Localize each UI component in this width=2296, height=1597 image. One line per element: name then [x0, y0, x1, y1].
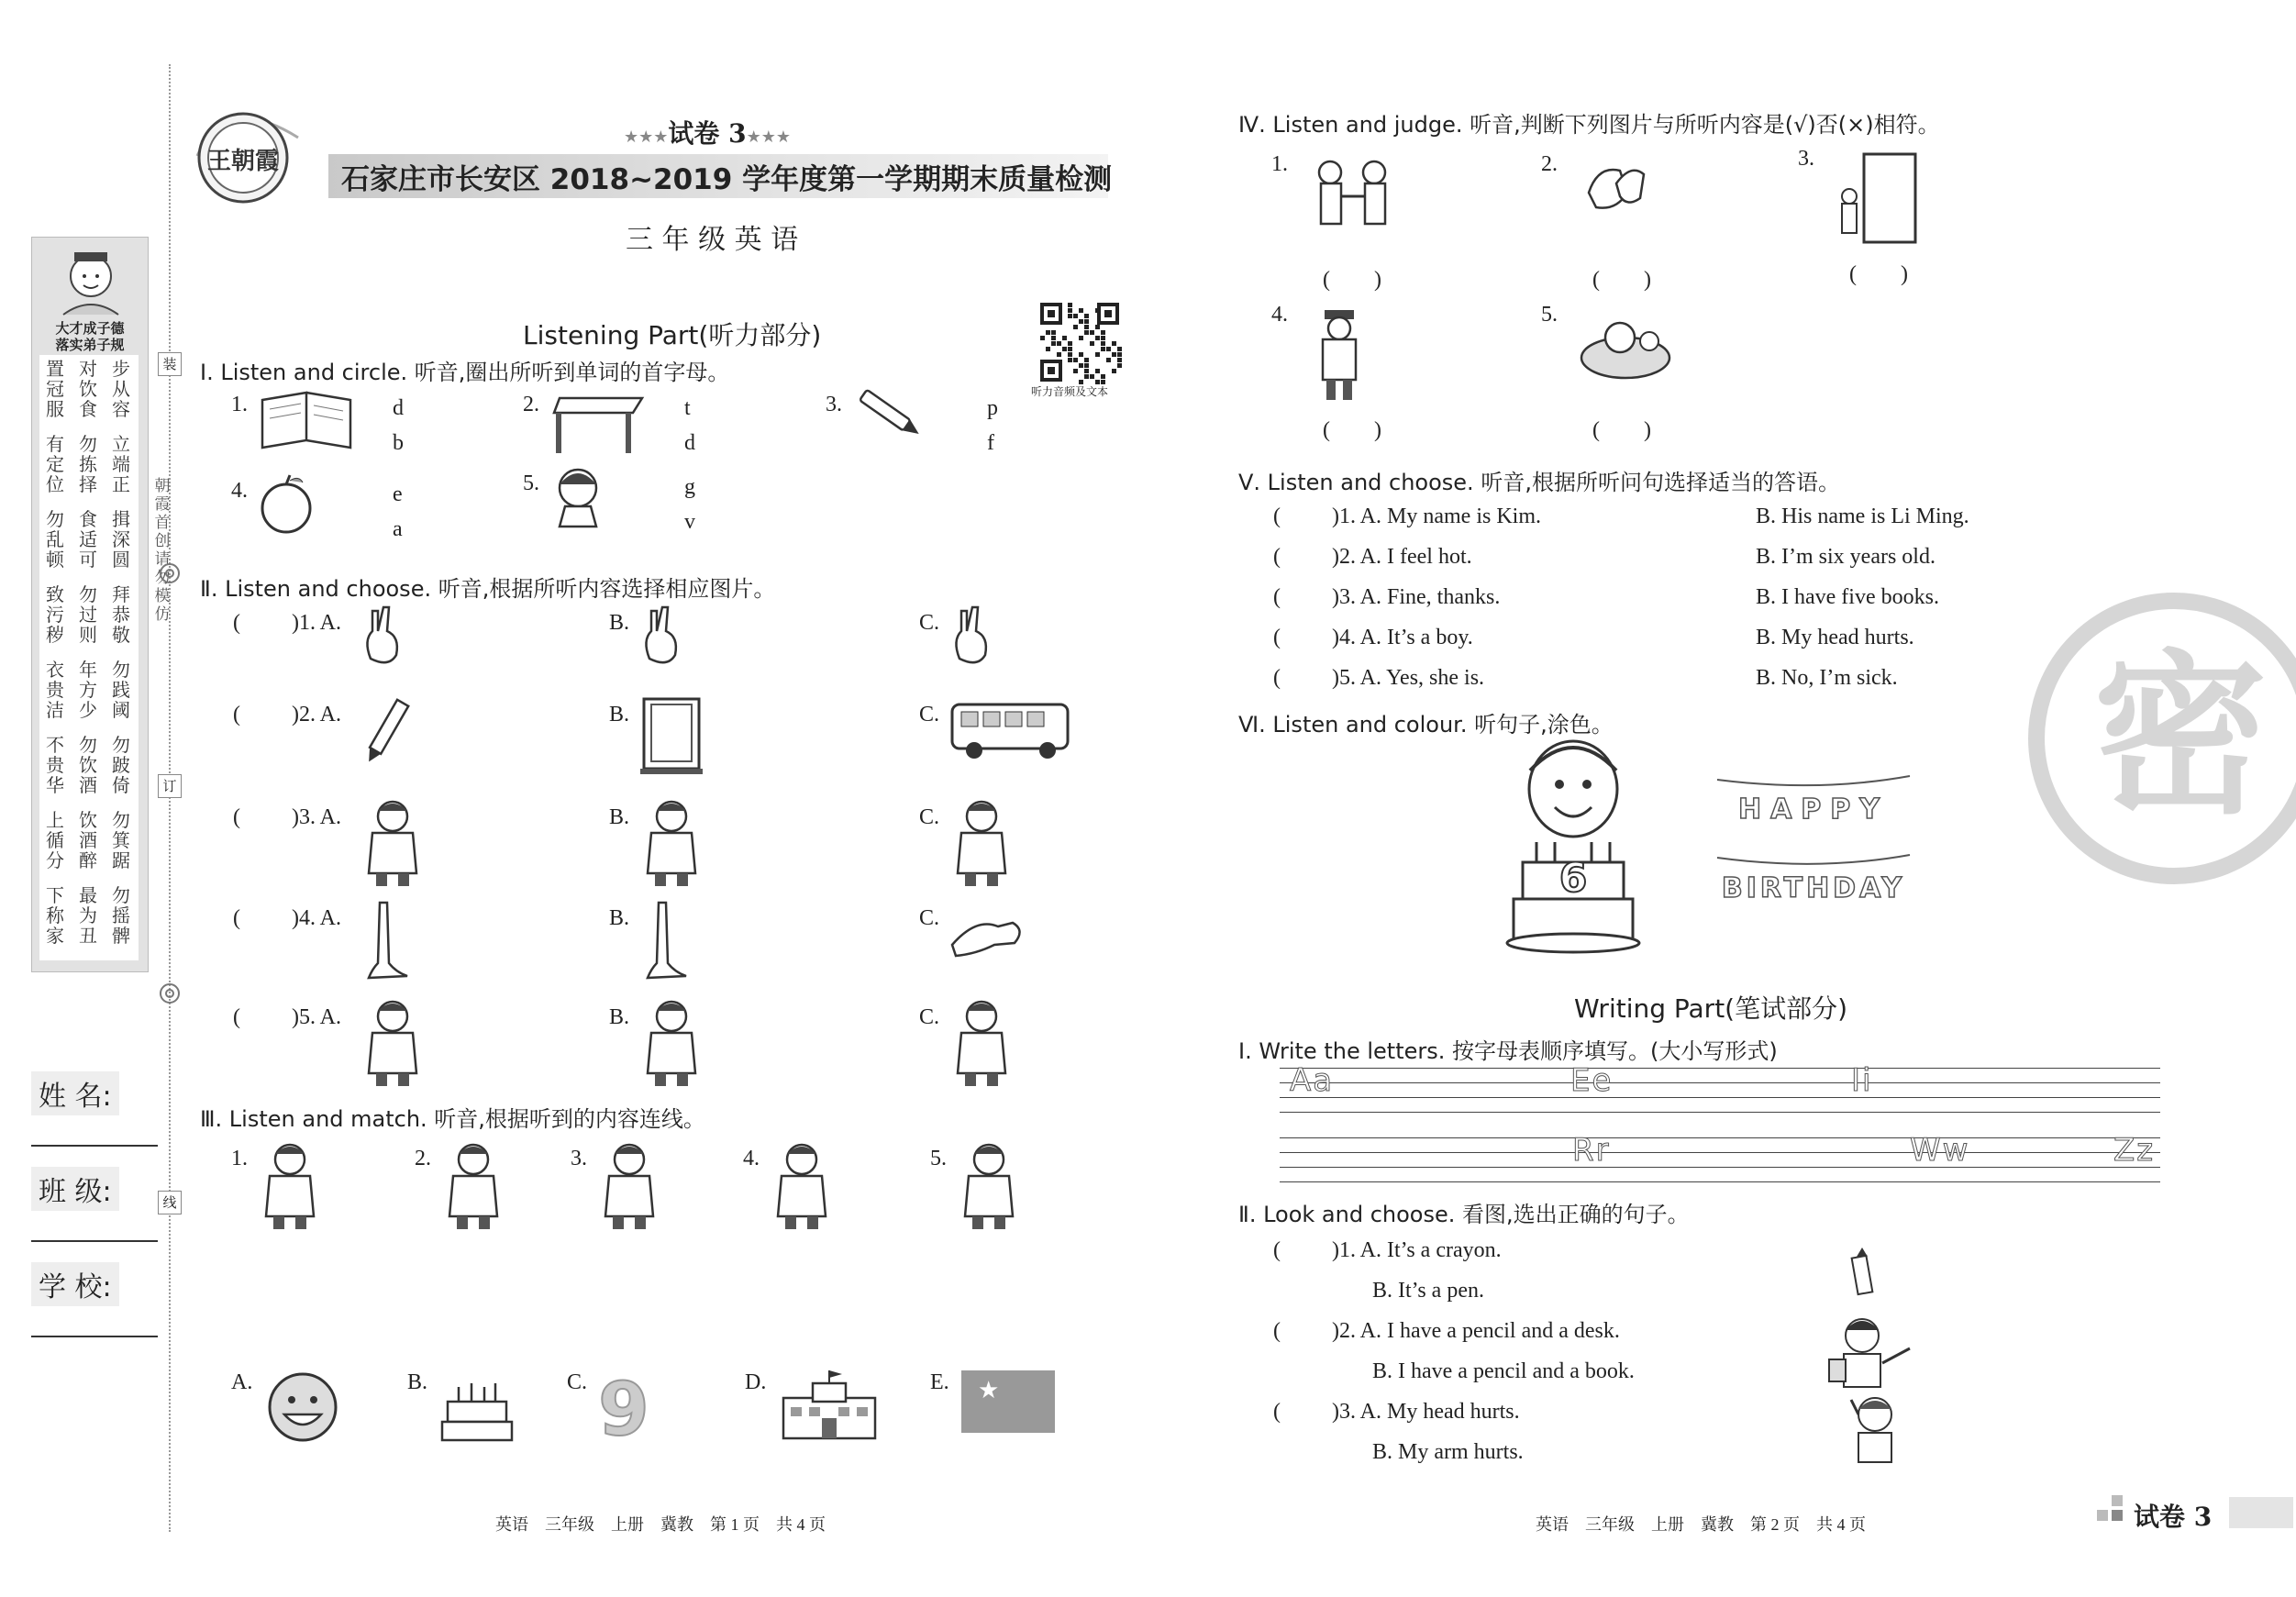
sec1-item-number: 4.	[231, 479, 248, 503]
crayon-icon	[1844, 1248, 1880, 1303]
rule-char: 为	[79, 904, 97, 926]
flag-icon	[961, 1370, 1071, 1444]
answer-bracket[interactable]: (	[1273, 626, 1281, 649]
person-icon	[948, 998, 1077, 1086]
answer-bracket[interactable]: (	[1273, 666, 1281, 690]
sec2-row-label: )1. A.	[292, 611, 341, 635]
bind-char-1: 装	[158, 352, 182, 376]
door-icon	[1836, 150, 1937, 246]
rule-char: 从	[112, 378, 130, 400]
svg-text:9: 9	[598, 1367, 649, 1452]
rule-column	[45, 810, 65, 871]
rule-char: 醉	[79, 849, 97, 871]
person-icon	[956, 1141, 1029, 1242]
rule-column	[45, 885, 65, 946]
sec2-option-c: C.	[919, 1005, 940, 1029]
rule-column	[78, 660, 98, 720]
writing2-option-b: B. I have a pencil and a book.	[1372, 1359, 1635, 1383]
rule-column	[111, 584, 131, 645]
answer-bracket[interactable]: (	[233, 906, 240, 930]
footer-right: 英语 三年级 上册 冀教 第 2 页 共 4 页	[1536, 1515, 1866, 1534]
person-icon	[638, 798, 712, 886]
rule-char: 正	[112, 473, 130, 495]
rule-char: 勿	[79, 734, 97, 756]
sec5-option-b: B. His name is Li Ming.	[1756, 505, 1969, 528]
sec2-option-b: B.	[609, 906, 630, 930]
rule-char: 勿	[112, 884, 130, 906]
answer-bracket[interactable]: (	[233, 611, 240, 635]
rule-char: 年	[79, 659, 97, 681]
rule-char: 不	[46, 734, 64, 756]
letter-rr: Rr	[1572, 1132, 1611, 1169]
rule-char: 少	[79, 699, 97, 721]
rule-column	[45, 359, 65, 419]
sec1-option-a[interactable]: g	[684, 475, 695, 499]
listening-heading: Listening Part(听力部分)	[523, 320, 822, 350]
rule-char: 跛	[112, 754, 130, 776]
rule-column	[78, 509, 98, 570]
rule-char: 洁	[46, 699, 64, 721]
sec3-person-number: 4.	[743, 1147, 760, 1170]
sec1-option-a[interactable]: d	[393, 396, 404, 420]
rule-char: 致	[46, 583, 64, 605]
sec4-item-number: 2.	[1541, 152, 1558, 176]
school-line[interactable]	[31, 1336, 158, 1337]
judge-bracket[interactable]: ( )	[1323, 418, 1381, 442]
sec1-option-b[interactable]: b	[393, 431, 404, 455]
rule-char: 圆	[112, 549, 130, 571]
sec2-row-label: )3. A.	[292, 805, 341, 829]
corner-paper-tag: 试卷 3	[2134, 1502, 2213, 1532]
sec1-option-b[interactable]: a	[393, 517, 403, 541]
boy-headache-icon	[1844, 1391, 1908, 1464]
name-line[interactable]	[31, 1145, 158, 1147]
name-label: 姓 名:	[31, 1071, 119, 1115]
sec2-option-c: C.	[919, 703, 940, 726]
rule-char: 勿	[112, 809, 130, 831]
writing2-option-a: )3. A. My head hurts.	[1332, 1400, 1520, 1424]
person-icon	[769, 1141, 842, 1242]
rule-char: 最	[79, 884, 97, 906]
answer-bracket[interactable]: (	[1273, 1400, 1281, 1424]
nine-icon	[598, 1367, 708, 1452]
rule-char: 敬	[112, 624, 130, 646]
rule-char: 拜	[112, 583, 130, 605]
rule-char: 上	[46, 809, 64, 831]
rule-char: 华	[46, 774, 64, 796]
paper-tag: ★★★试卷 3★★★	[624, 118, 792, 149]
rule-char: 家	[46, 925, 64, 947]
rule-column	[78, 735, 98, 795]
rule-char: 饮	[79, 809, 97, 831]
rule-char: 勿	[112, 659, 130, 681]
rule-column	[78, 584, 98, 645]
handshake-icon	[1310, 156, 1411, 251]
sidebar-rules-panel	[31, 237, 149, 972]
sec2-option-b: B.	[609, 1005, 630, 1029]
rule-column	[78, 359, 98, 419]
hand-icon	[360, 604, 433, 692]
rule-column	[78, 810, 98, 871]
rule-char: 贵	[46, 754, 64, 776]
rule-char: 秽	[46, 624, 64, 646]
sec1-item-number: 2.	[523, 393, 539, 416]
sec1-item-number: 3.	[826, 393, 842, 416]
baby-icon	[1580, 306, 1680, 402]
sec5-option-a: )4. A. It’s a boy.	[1332, 626, 1473, 649]
rule-char: 冠	[46, 378, 64, 400]
rule-char: 践	[112, 679, 130, 701]
sec2-option-c: C.	[919, 906, 940, 930]
rule-column	[111, 359, 131, 419]
sec4-item-number: 3.	[1798, 147, 1814, 171]
letter-ww: Ww	[1910, 1132, 1970, 1169]
rule-char: 乱	[46, 528, 64, 550]
four-line-row-1[interactable]	[1280, 1068, 2160, 1112]
rule-column	[111, 434, 131, 494]
judge-bracket[interactable]: ( )	[1849, 262, 1908, 286]
rule-char: 有	[46, 433, 64, 455]
rule-char: 贵	[46, 679, 64, 701]
arm-icon	[948, 899, 1077, 987]
sec5-option-b: B. I’m six years old.	[1756, 545, 1936, 569]
person-icon	[360, 998, 433, 1086]
rule-column	[78, 885, 98, 946]
sec3-person-number: 3.	[571, 1147, 587, 1170]
sec2-option-b: B.	[609, 805, 630, 829]
sec1-option-b[interactable]: d	[684, 431, 695, 455]
sec5-option-b: B. My head hurts.	[1756, 626, 1914, 649]
rule-char: 饮	[79, 754, 97, 776]
side-motto: 大才成子德 落实弟子规	[55, 320, 125, 353]
svg-text:HAPPY: HAPPY	[1737, 793, 1890, 826]
person-icon	[360, 798, 433, 886]
person-icon	[440, 1141, 514, 1242]
boy-with-pencil-icon	[1825, 1312, 1917, 1394]
rule-char: 酒	[79, 774, 97, 796]
rule-char: 揖	[112, 508, 130, 530]
bind-char-3: 线	[158, 1191, 182, 1214]
sec3-option-letter: E.	[930, 1370, 949, 1394]
clap-icon	[1580, 156, 1680, 251]
writing2-option-b: B. My arm hurts.	[1372, 1440, 1524, 1464]
rule-char: 恭	[112, 604, 130, 626]
corner-bar	[2229, 1497, 2293, 1528]
rule-char: 倚	[112, 774, 130, 796]
sec5-option-a: )2. A. I feel hot.	[1332, 545, 1472, 569]
rule-char: 箕	[112, 829, 130, 851]
sec3-title: Ⅲ. Listen and match. 听音,根据听到的内容连线。	[200, 1106, 705, 1132]
footer-left: 英语 三年级 上册 冀教 第 1 页 共 4 页	[495, 1515, 826, 1534]
hand-icon	[638, 604, 712, 692]
rule-char: 循	[46, 829, 64, 851]
sec1-option-b[interactable]: v	[684, 510, 695, 534]
sec1-option-a[interactable]: t	[684, 396, 691, 420]
answer-bracket[interactable]: (	[1273, 585, 1281, 609]
sec1-option-b[interactable]: f	[987, 431, 994, 455]
rule-char: 勿	[46, 508, 64, 530]
qr-caption: 听力音频及文本	[1031, 385, 1109, 398]
exam-title: 石家庄市长安区 2018~2019 学年度第一学期期末质量检测	[341, 163, 1113, 196]
leg-icon	[638, 899, 712, 987]
school-label: 学 校:	[31, 1262, 119, 1306]
rule-char: 污	[46, 604, 64, 626]
rule-char: 步	[112, 358, 130, 380]
writing1-title: Ⅰ. Write the letters. 按字母表顺序填写。(大小写形式)	[1238, 1038, 1778, 1064]
rule-column	[111, 660, 131, 720]
rule-char: 食	[79, 398, 97, 420]
rule-char: 深	[112, 528, 130, 550]
writing2-title: Ⅱ. Look and choose. 看图,选出正确的句子。	[1238, 1202, 1690, 1227]
spiral-icon	[158, 981, 182, 1005]
sec1-title: Ⅰ. Listen and circle. 听音,圈出所听到单词的首字母。	[200, 360, 730, 385]
girl-icon	[550, 466, 651, 539]
rule-char: 摇	[112, 904, 130, 926]
sec5-option-a: )5. A. Yes, she is.	[1332, 666, 1485, 690]
sec2-row-label: )5. A.	[292, 1005, 341, 1029]
judge-bracket[interactable]: ( )	[1592, 268, 1651, 292]
rule-char: 称	[46, 904, 64, 926]
sec2-option-c: C.	[919, 805, 940, 829]
rule-char: 服	[46, 398, 64, 420]
letter-aa: Aa	[1290, 1062, 1335, 1099]
rule-char: 饮	[79, 378, 97, 400]
rule-char: 髀	[112, 925, 130, 947]
rule-char: 拣	[79, 453, 97, 475]
rule-char: 分	[46, 849, 64, 871]
sec2-option-c: C.	[919, 611, 940, 635]
rule-char: 立	[112, 433, 130, 455]
face-icon	[262, 1370, 372, 1444]
sec4-item-number: 5.	[1541, 303, 1558, 327]
answer-bracket[interactable]: (	[1273, 1319, 1281, 1343]
sec1-item-number: 5.	[523, 471, 539, 495]
sec4-item-number: 4.	[1271, 303, 1288, 327]
letter-ee: Ee	[1570, 1062, 1614, 1099]
sec1-item-number: 1.	[231, 393, 248, 416]
apple-icon	[259, 473, 360, 547]
rule-column	[45, 509, 65, 570]
sec2-option-b: B.	[609, 611, 630, 635]
answer-bracket[interactable]: (	[1273, 1238, 1281, 1262]
rule-column	[111, 509, 131, 570]
rule-column	[45, 434, 65, 494]
rule-char: 则	[79, 624, 97, 646]
pencil-icon	[360, 695, 433, 783]
cake-icon	[438, 1370, 549, 1444]
copyright-vertical: 朝霞首创 请勿模仿	[154, 477, 171, 624]
class-line[interactable]	[31, 1240, 158, 1242]
rule-char: 勿	[79, 583, 97, 605]
rule-column	[45, 735, 65, 795]
book-icon	[259, 387, 360, 460]
sec3-option-letter: B.	[407, 1370, 428, 1394]
sec1-option-a[interactable]: e	[393, 482, 403, 506]
police-icon	[1310, 306, 1411, 402]
sec3-option-letter: A.	[231, 1370, 253, 1394]
rule-char: 丑	[79, 925, 97, 947]
sec2-row-label: )4. A.	[292, 906, 341, 930]
rule-char: 过	[79, 604, 97, 626]
four-line-row-2[interactable]	[1280, 1137, 2160, 1181]
rule-char: 端	[112, 453, 130, 475]
rule-char: 可	[79, 549, 97, 571]
sec6-title: Ⅵ. Listen and colour. 听句子,涂色。	[1238, 712, 1614, 738]
rule-char: 勿	[112, 734, 130, 756]
rule-column	[78, 434, 98, 494]
binding-line	[169, 64, 171, 1532]
desk-icon	[550, 387, 651, 460]
sec2-option-b: B.	[609, 703, 630, 726]
rule-char: 方	[79, 679, 97, 701]
rule-char: 阈	[112, 699, 130, 721]
scholar-cartoon-icon	[54, 243, 128, 316]
birthday-girl-cake-icon	[1504, 734, 1642, 954]
writing-heading: Writing Part(笔试部分)	[1574, 993, 1848, 1024]
rule-char: 对	[79, 358, 97, 380]
rule-char: 顿	[46, 549, 64, 571]
rule-char: 下	[46, 884, 64, 906]
answer-bracket[interactable]: (	[233, 1005, 240, 1029]
sec5-option-a: )3. A. Fine, thanks.	[1332, 585, 1501, 609]
hand-icon	[948, 604, 1077, 692]
spiral-icon	[158, 561, 182, 585]
answer-bracket[interactable]: (	[1273, 545, 1281, 569]
sec3-person-number: 1.	[231, 1147, 248, 1170]
judge-bracket[interactable]: ( )	[1592, 418, 1651, 442]
rule-column	[111, 810, 131, 871]
sec5-option-a: )1. A. My name is Kim.	[1332, 505, 1541, 528]
writing2-option-b: B. It’s a pen.	[1372, 1279, 1484, 1303]
rule-char: 勿	[79, 433, 97, 455]
rule-char: 置	[46, 358, 64, 380]
rule-char: 适	[79, 528, 97, 550]
writing2-option-a: )1. A. It’s a crayon.	[1332, 1238, 1502, 1262]
rule-char: 定	[46, 453, 64, 475]
person-icon	[638, 998, 712, 1086]
sec4-title: Ⅳ. Listen and judge. 听音,判断下列图片与所听内容是(√)否(×)相符。	[1238, 112, 1940, 138]
brand-logo	[188, 101, 307, 211]
letter-ii: Ii	[1851, 1062, 1873, 1099]
leg-icon	[360, 899, 433, 987]
svg-text:王朝霞: 王朝霞	[206, 148, 280, 175]
sec3-person-number: 2.	[415, 1147, 431, 1170]
sec5-option-b: B. No, I’m sick.	[1756, 666, 1898, 690]
sec1-option-a[interactable]: p	[987, 396, 998, 420]
rule-char: 食	[79, 508, 97, 530]
sec5-title: Ⅴ. Listen and choose. 听音,根据所听问句选择适当的答语。	[1238, 470, 1840, 495]
sec4-item-number: 1.	[1271, 152, 1288, 176]
writing2-option-a: )2. A. I have a pencil and a desk.	[1332, 1319, 1620, 1343]
person-icon	[257, 1141, 330, 1242]
bind-char-2: 订	[158, 774, 182, 798]
svg-text:BIRTHDAY: BIRTHDAY	[1721, 872, 1906, 904]
rule-column	[111, 735, 131, 795]
sec3-person-number: 5.	[930, 1147, 947, 1170]
sec5-option-b: B. I have five books.	[1756, 585, 1939, 609]
rule-column	[45, 660, 65, 720]
window-icon	[638, 695, 712, 783]
corner-squares	[2097, 1495, 2124, 1523]
answer-bracket[interactable]: (	[1273, 505, 1281, 528]
rule-char: 择	[79, 473, 97, 495]
rule-char: 位	[46, 473, 64, 495]
answer-bracket[interactable]: (	[233, 703, 240, 726]
school-icon	[776, 1370, 886, 1444]
sec3-option-letter: C.	[567, 1370, 588, 1394]
judge-bracket[interactable]: ( )	[1323, 268, 1381, 292]
letter-zz: Zz	[2113, 1132, 2156, 1169]
class-label: 班 级:	[31, 1167, 119, 1211]
answer-bracket[interactable]: (	[233, 805, 240, 829]
qr-code-icon[interactable]	[1040, 303, 1119, 382]
svg-text:6: 6	[1558, 855, 1588, 902]
person-icon	[596, 1141, 670, 1242]
pen-icon	[853, 387, 954, 460]
svg-text:密: 密	[2092, 633, 2268, 837]
secret-seal-icon	[2023, 587, 2289, 890]
rule-char: 踞	[112, 849, 130, 871]
rule-column	[111, 885, 131, 946]
rule-column	[45, 584, 65, 645]
sec2-title: Ⅱ. Listen and choose. 听音,根据所听内容选择相应图片。	[200, 576, 776, 602]
bus-icon	[948, 695, 1077, 783]
rule-char: 容	[112, 398, 130, 420]
rule-char: 衣	[46, 659, 64, 681]
sec3-option-letter: D.	[745, 1370, 767, 1394]
person-icon	[948, 798, 1077, 886]
sec2-row-label: )2. A.	[292, 703, 341, 726]
rule-char: 酒	[79, 829, 97, 851]
svg-text:★: ★	[978, 1377, 1000, 1404]
exam-subtitle: 三 年 级 英 语	[626, 224, 799, 256]
rules-text-area	[39, 355, 139, 960]
happy-birthday-banner	[1717, 771, 1919, 917]
